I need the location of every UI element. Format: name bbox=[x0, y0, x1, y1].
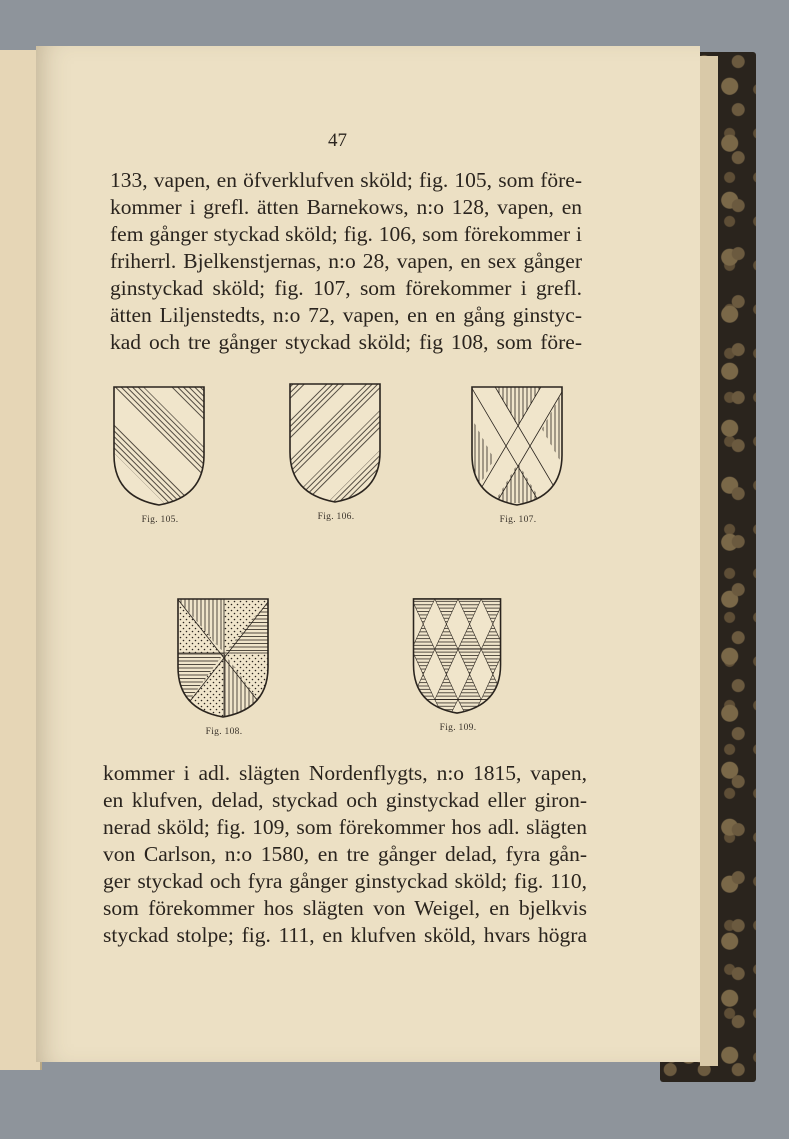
figure-caption: Fig. 108. bbox=[205, 727, 243, 737]
figure-109 bbox=[406, 597, 510, 733]
shield-105-icon bbox=[112, 385, 208, 507]
text-line: kommer i grefl. ätten Barnekows, n:o 128, vapen, en bbox=[110, 195, 582, 219]
text-line: von Carlson, n:o 1580, en tre gånger delad, fyra gån- bbox=[103, 842, 587, 866]
text-line: ger styckad och fyra gånger ginstyckad sköld; fig. 110, bbox=[103, 869, 587, 893]
figure-105 bbox=[108, 385, 212, 525]
text-line: kad och tre gånger styckad sköld; fig 108, som före- bbox=[110, 330, 582, 354]
page-edges bbox=[700, 56, 718, 1066]
text-line: nerad sköld; fig. 109, som förekommer hos adl. slägten bbox=[103, 815, 587, 839]
text-line: ätten Liljenstedts, n:o 72, vapen, en en gång ginstyc- bbox=[110, 303, 582, 327]
figure-106 bbox=[284, 382, 388, 522]
paragraph-top bbox=[110, 167, 582, 356]
figure-caption: Fig. 107. bbox=[499, 515, 537, 525]
page-number: 47 bbox=[328, 130, 347, 151]
text-line: ginstyckad sköld; fig. 107, som förekommer i grefl. bbox=[110, 276, 582, 300]
shield-108-icon bbox=[176, 597, 272, 719]
shield-109-icon bbox=[408, 597, 508, 715]
text-line: friherrl. Bjelkenstjernas, n:o 28, vapen, en sex gånger bbox=[110, 249, 582, 273]
paragraph-bottom bbox=[103, 760, 587, 949]
figure-107 bbox=[466, 385, 570, 525]
figure-caption: Fig. 106. bbox=[317, 512, 355, 522]
text-line: en klufven, delad, styckad och ginstyckad eller giron- bbox=[103, 788, 587, 812]
text-line: styckad stolpe; fig. 111, en klufven sköld, hvars högra bbox=[103, 923, 587, 947]
shield-106-icon bbox=[288, 382, 384, 504]
text-line: fem gånger styckad sköld; fig. 106, som förekommer i bbox=[110, 222, 582, 246]
figure-caption: Fig. 105. bbox=[141, 515, 179, 525]
text-line: som förekommer hos slägten von Weigel, en bjelkvis bbox=[103, 896, 587, 920]
text-line: kommer i adl. slägten Nordenflygts, n:o 1815, vapen, bbox=[103, 761, 587, 785]
text-line: 133, vapen, en öfverklufven sköld; fig. 105, som före- bbox=[110, 168, 582, 192]
figure-caption: Fig. 109. bbox=[439, 723, 477, 733]
shield-107-icon bbox=[470, 385, 566, 507]
figure-108 bbox=[172, 597, 276, 737]
